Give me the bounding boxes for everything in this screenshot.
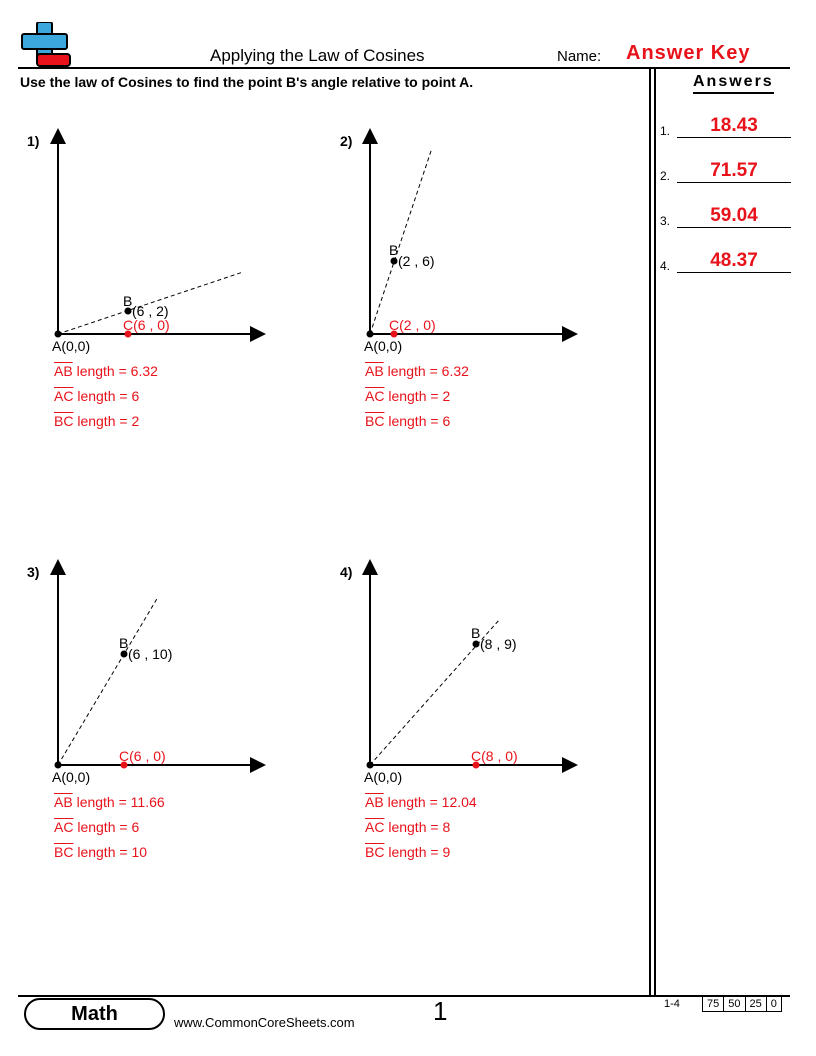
point-c-label: C(6 , 0) <box>123 317 170 333</box>
ab-length: $\overline{AB}$ length = 6.32 <box>54 363 158 379</box>
score-range: 1-4 <box>664 998 680 1010</box>
problem-number: 1) <box>27 133 40 149</box>
point-b-coord: (8 , 9) <box>480 636 517 652</box>
ac-length: $\overline{AC}$ length = 6 <box>54 819 140 835</box>
answer-number: 1. <box>660 124 671 138</box>
point-b-coord: (2 , 6) <box>398 253 435 269</box>
point-a-label: A(0,0) <box>52 338 91 354</box>
ab-length: $\overline{AB}$ length = 6.32 <box>365 363 469 379</box>
point-a <box>367 762 374 769</box>
page-number: 1 <box>433 996 448 1026</box>
point-b-label: B <box>471 625 481 641</box>
instructions: Use the law of Cosines to find the point B's angle relative to point A. <box>20 74 474 90</box>
ac-length: $\overline{AC}$ length = 6 <box>54 388 140 404</box>
point-a-label: A(0,0) <box>52 769 91 785</box>
point-c-label: C(6 , 0) <box>119 748 166 764</box>
name-label: Name: <box>557 48 602 65</box>
score-table <box>702 996 782 1012</box>
score-cell: 25 <box>745 997 766 1012</box>
point-b-label: B <box>123 293 133 309</box>
score-cell: 50 <box>724 997 745 1012</box>
point-a-label: A(0,0) <box>364 338 403 354</box>
point-b-label: B <box>389 242 399 258</box>
segment-info-list <box>365 790 477 865</box>
answer-number: 2. <box>660 169 671 183</box>
bc-length: $\overline{BC}$ length = 10 <box>54 844 148 860</box>
answer-value: 71.57 <box>677 160 791 183</box>
answer-number: 4. <box>660 259 671 273</box>
point-b-coord: (6 , 2) <box>132 303 169 319</box>
point-b-label: B <box>119 635 129 651</box>
problem-number: 3) <box>27 564 40 580</box>
answer-value: 59.04 <box>677 205 791 228</box>
problem-number: 2) <box>340 133 353 149</box>
answers-heading: Answers <box>693 73 774 94</box>
point-a-label: A(0,0) <box>364 769 403 785</box>
footer-divider <box>18 995 790 997</box>
bc-length: $\overline{BC}$ length = 2 <box>54 413 140 429</box>
answer-value: 18.43 <box>677 115 791 138</box>
score-cell: 75 <box>703 997 724 1012</box>
point-b <box>473 641 480 648</box>
ac-length: $\overline{AC}$ length = 2 <box>365 388 451 404</box>
answer-key-label: Answer Key <box>626 42 751 64</box>
bc-length: $\overline{BC}$ length = 9 <box>365 844 451 860</box>
answer-number: 3. <box>660 214 671 228</box>
problem-number: 4) <box>340 564 353 580</box>
bc-length: $\overline{BC}$ length = 6 <box>365 413 451 429</box>
ac-length: $\overline{AC}$ length = 8 <box>365 819 451 835</box>
point-c-label: C(8 , 0) <box>471 748 518 764</box>
site-url: www.CommonCoreSheets.com <box>174 1015 355 1030</box>
subject-badge: Math <box>24 998 165 1030</box>
point-c-label: C(2 , 0) <box>389 317 436 333</box>
point-b-coord: (6 , 10) <box>128 646 173 662</box>
ab-length: $\overline{AB}$ length = 11.66 <box>54 794 165 810</box>
page-title: Applying the Law of Cosines <box>210 46 425 65</box>
score-cell: 0 <box>766 997 781 1012</box>
answer-value: 48.37 <box>677 250 791 273</box>
ab-length: $\overline{AB}$ length = 12.04 <box>365 794 477 810</box>
